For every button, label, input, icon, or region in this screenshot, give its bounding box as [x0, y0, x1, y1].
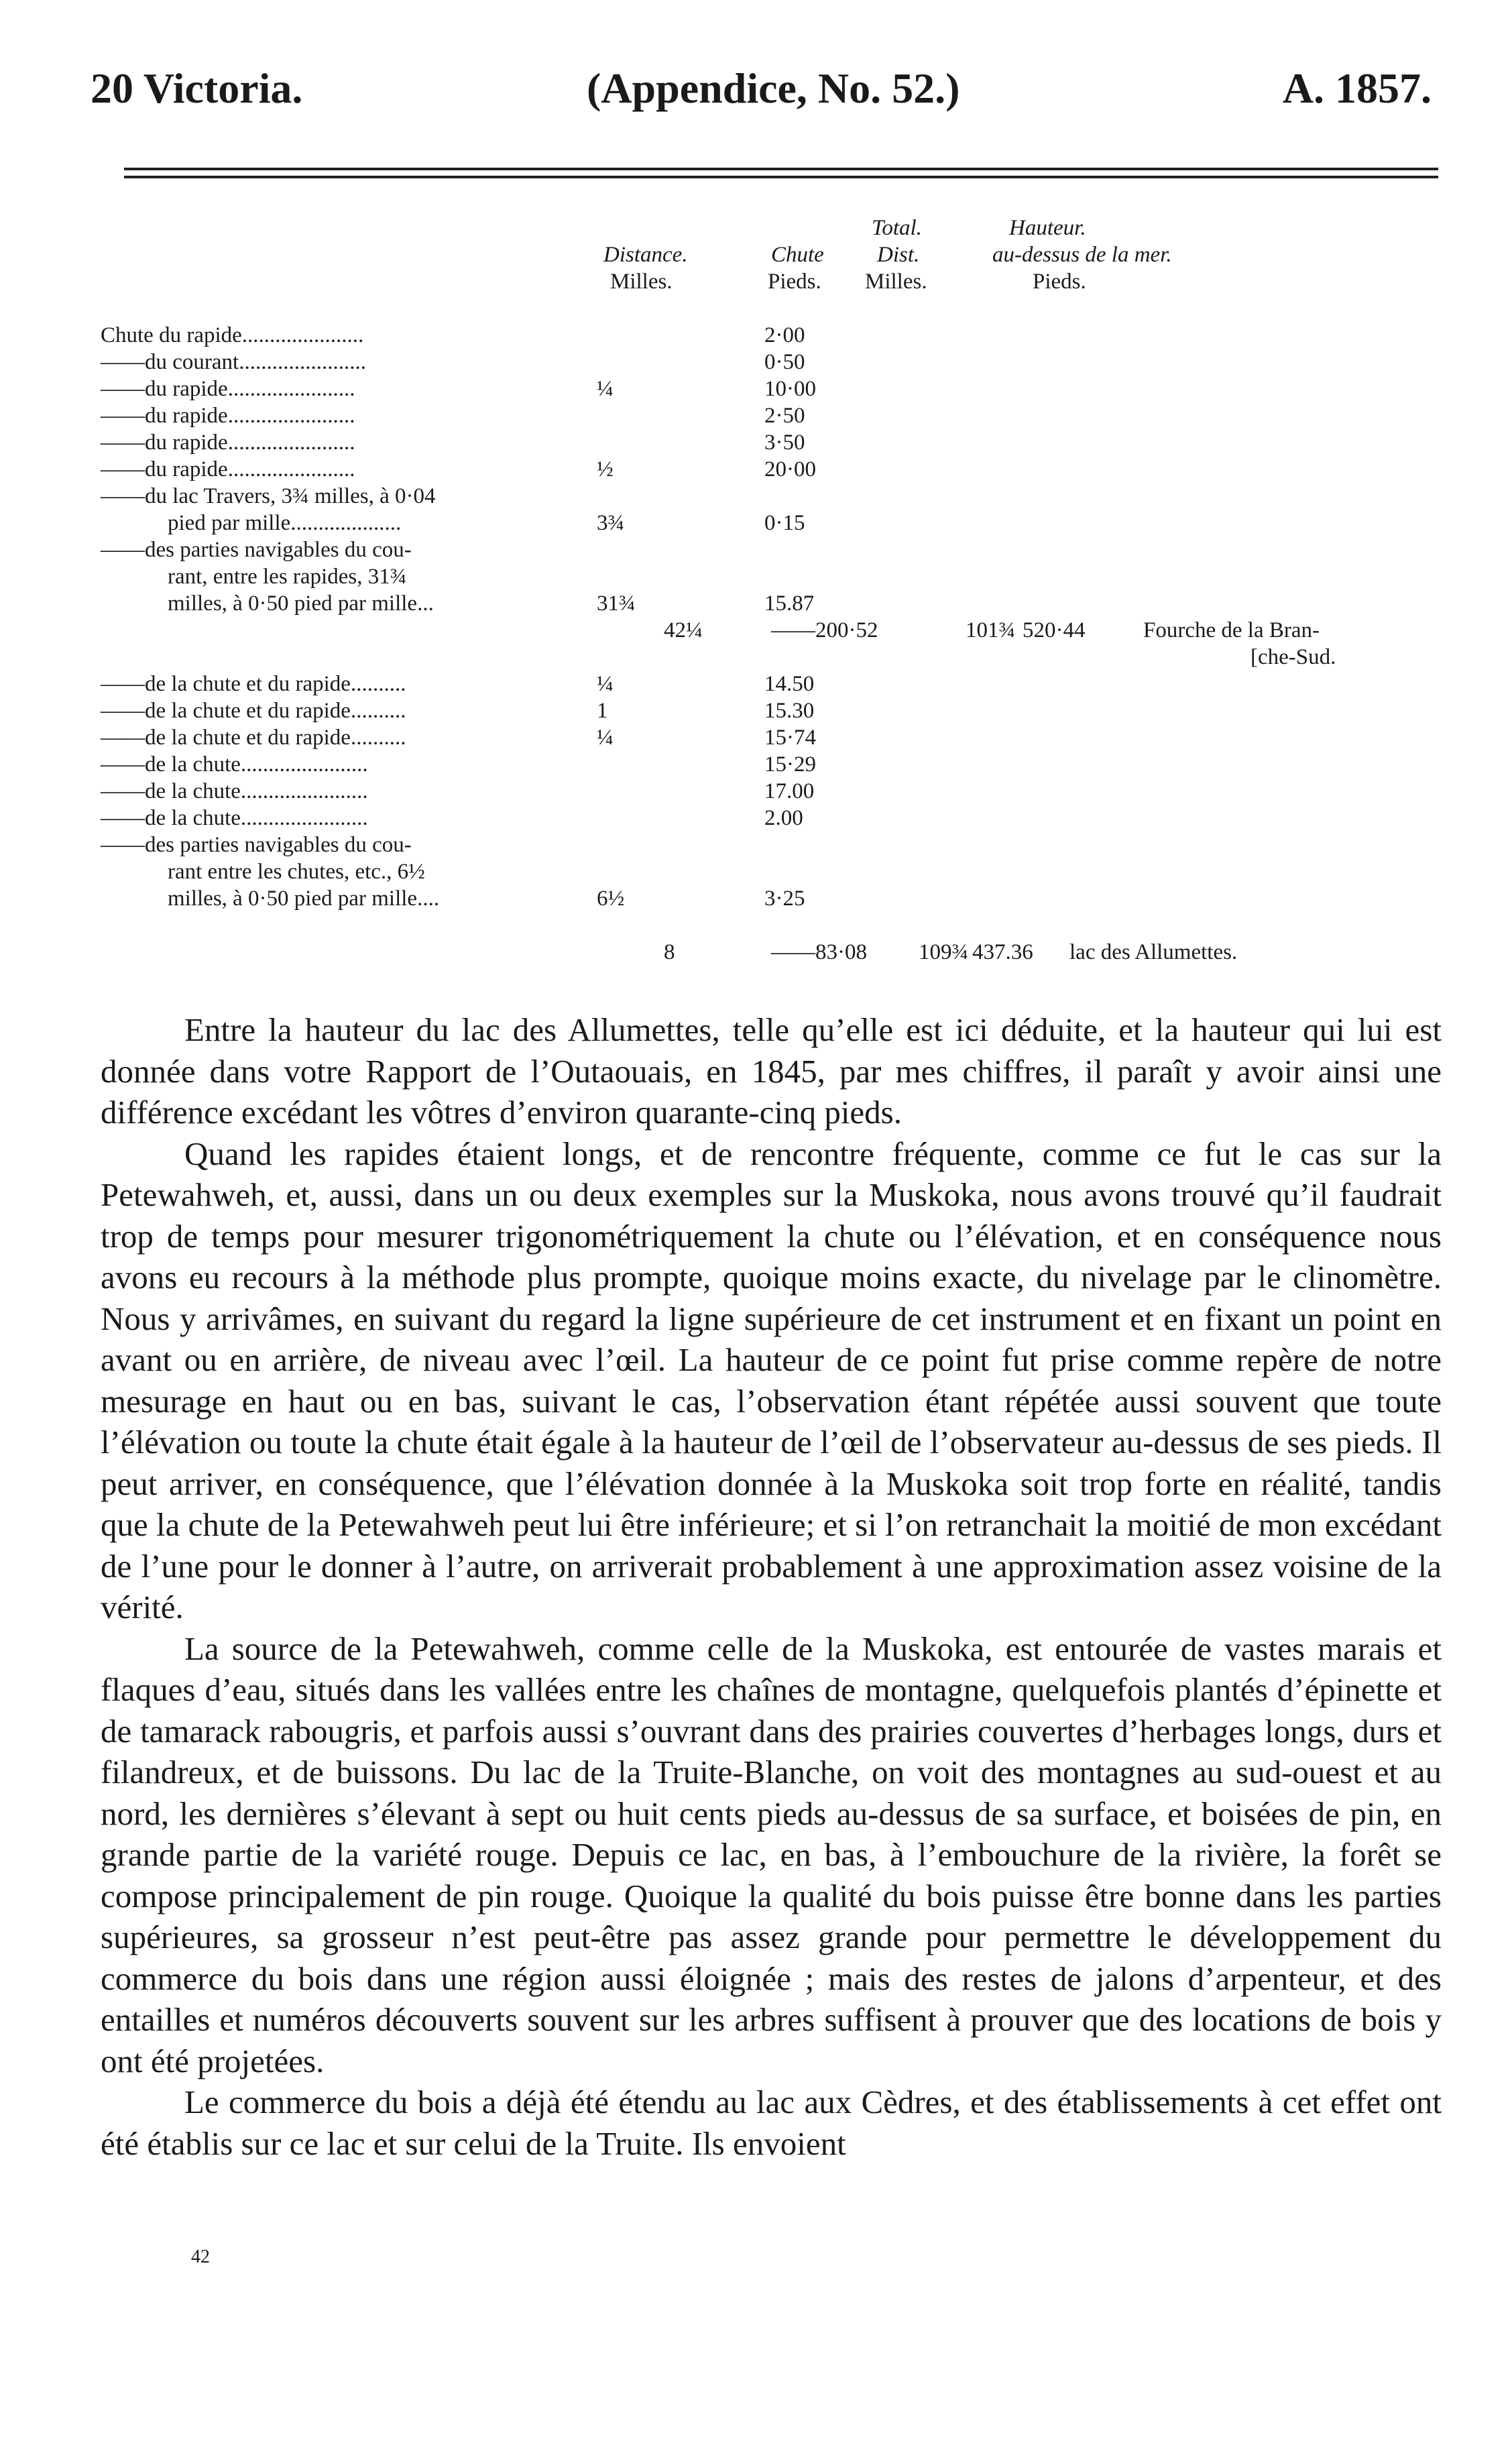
row-chute: 14.50 — [764, 672, 815, 696]
col-hauteur-header: Hauteur. — [1009, 216, 1086, 240]
row-distance: 6½ — [597, 887, 625, 911]
table-row — [101, 805, 1442, 832]
row-distance: 31¾ — [597, 591, 636, 616]
row-label: ——du rapide....................... — [101, 377, 355, 401]
table-row — [101, 322, 1442, 349]
row-chute: 3·50 — [764, 431, 805, 455]
row-chute: 15.87 — [764, 591, 815, 616]
col-chute-unit: Pieds. — [768, 270, 821, 294]
row-label: ——du rapide....................... — [101, 431, 355, 455]
row-chute: 3·25 — [764, 887, 805, 911]
table-row — [101, 349, 1442, 376]
place-name: lac des Allumettes. — [1069, 940, 1238, 964]
table-row — [101, 483, 1442, 510]
row-label: ——de la chute....................... — [101, 752, 368, 777]
row-label: ——du lac Travers, 3¾ milles, à 0·04 — [101, 484, 436, 508]
row-label: ——de la chute....................... — [101, 806, 368, 830]
row-distance: 3¾ — [597, 511, 625, 535]
table-row — [101, 778, 1442, 805]
col-total-dist-header: Dist. — [877, 243, 920, 267]
header-appendix: (Appendice, No. 52.) — [587, 64, 960, 112]
col-chute-header: Chute — [771, 243, 824, 267]
header-rule-bottom — [124, 176, 1438, 178]
table-row — [101, 832, 1442, 858]
row-chute: 2.00 — [764, 806, 803, 830]
table-row — [101, 402, 1442, 429]
table-row — [101, 858, 1442, 885]
row-distance: ¼ — [597, 726, 614, 750]
row-chute: 0·50 — [764, 350, 805, 374]
table-row — [101, 590, 1442, 617]
hauteur-value: 437.36 — [972, 940, 1033, 964]
table-row — [101, 885, 1442, 912]
row-distance: ¼ — [597, 672, 614, 696]
paragraph: Entre la hauteur du lac des Allumettes, telle qu’elle est ici déduite, et la hauteur qui lui est donnée dans votre Rapport de l’Outaouais, en 1845, par mes chiffres, il paraît y avoir ainsi une différence excédant les vôtres d’environ quarante-cinq pieds. — [101, 1011, 1442, 1131]
row-label: milles, à 0·50 pied par mille.... — [168, 887, 440, 911]
row-label: ——du courant....................... — [101, 350, 366, 374]
subtotal-row-2 — [101, 939, 1442, 966]
subtotal-distance: 8 — [664, 940, 675, 964]
table-row — [101, 536, 1442, 563]
total-distance: 109¾ — [919, 940, 969, 964]
header-session: 20 Victoria. — [91, 64, 303, 112]
table-row — [101, 376, 1442, 402]
subtotal-chute: ——200·52 — [771, 618, 878, 642]
row-chute: 10·00 — [764, 377, 816, 401]
row-chute: 15·29 — [764, 752, 816, 777]
row-label: rant, entre les rapides, 31¾ — [168, 565, 407, 589]
row-label: ——du rapide....................... — [101, 457, 355, 481]
col-total-header: Total. — [872, 216, 922, 240]
col-hauteur-unit: Pieds. — [1033, 270, 1086, 294]
table-row — [101, 510, 1442, 536]
place-name: Fourche de la Bran- — [1143, 618, 1320, 642]
table-row — [101, 456, 1442, 483]
page-number: 42 — [191, 2246, 210, 2267]
row-label: ——de la chute....................... — [101, 779, 368, 803]
header-year: A. 1857. — [1282, 64, 1432, 112]
row-label: Chute du rapide...................... — [101, 323, 364, 347]
row-label: ——de la chute et du rapide.......... — [101, 672, 406, 696]
body-text — [101, 1009, 1442, 2164]
row-label: milles, à 0·50 pied par mille... — [168, 591, 434, 616]
table-row — [101, 724, 1442, 751]
table-row — [101, 429, 1442, 456]
row-label: ——du rapide....................... — [101, 404, 355, 428]
table-row — [101, 563, 1442, 590]
paragraph: Quand les rapides étaient longs, et de rencontre fréquente, comme ce fut le cas sur la Petewahweh, et, aussi, dans un ou deux exemples sur la Muskoka, nous avons trouvé qu’il faudrait trop de temps pour mesurer trigonométriquement la chute ou l’élévation, et en conséquence nous avons eu recours à la méthode plus prompte, quoique moins exacte, du nivelage par le clinomètre. Nous y arrivâmes, en suivant du regard la ligne supérieure de cet instrument et en fixant un point en avant ou en arrière, de niveau avec l’œil. La hauteur de ce point fut prise comme repère de notre mesurage en haut ou en bas, suivant le cas, l’observation étant répétée aussi souvent que toute l’élévation ou toute la chute était égale à la hauteur de l’œil de l’observateur au-dessus de ses pieds. Il peut arriver, en conséquence, que l’élévation donnée à la Muskoka soit trop forte en réalité, tandis que la chute de la Petewahweh peut lui être inférieure; et si l’on retranchait la moitié de mon excédant de l’une pour le donner à l’autre, on arriverait probablement à une approximation assez voisine de la vérité. — [101, 1135, 1442, 1625]
row-chute: 2·50 — [764, 404, 805, 428]
col-distance-header: Distance. — [603, 243, 688, 267]
row-chute: 2·00 — [764, 323, 805, 347]
row-distance: ¼ — [597, 377, 614, 401]
row-label: ——de la chute et du rapide.......... — [101, 726, 406, 750]
row-label: ——des parties navigables du cou- — [101, 833, 412, 857]
row-label: rant entre les chutes, etc., 6½ — [168, 860, 425, 884]
running-header — [91, 64, 1432, 144]
row-chute: 17.00 — [764, 779, 815, 803]
row-chute: 20·00 — [764, 457, 816, 481]
place-name-cont: [che-Sud. — [1251, 645, 1336, 669]
row-label: ——de la chute et du rapide.......... — [101, 699, 406, 723]
row-label: pied par mille.................... — [168, 511, 402, 535]
col-hauteur-sub-header: au-dessus de la mer. — [992, 243, 1172, 267]
paragraph: La source de la Petewahweh, comme celle de la Muskoka, est entourée de vastes marais et flaques d’eau, situés dans les vallées entre les chaînes de montagne, quelquefois plantés d’épinette et de tamarack rabougris, et parfois aussi s’ouvrant dans des prairies couvertes d’herbages longs, durs et filandreux, et de buissons. Du lac de la Truite-Blanche, on voit des montagnes au sud-ouest et au nord, les dernières s’élevant à sept ou huit cents pieds au-dessus de sa surface, et boisées de pin, en grande partie de la variété rouge. Depuis ce lac, en bas, à l’embouchure de la rivière, la forêt se compose principalement de pin rouge. Quoique la qualité du bois puisse être bonne dans les parties supérieures, sa grosseur n’est peut-être pas assez grande pour permettre le développement du commerce du bois dans une région aussi éloignée ; mais des restes de jalons d’arpenteur, et des entailles et numéros découverts souvent sur les arbres suffisent à prouver que des locations de bois y ont été projetées. — [101, 1630, 1442, 2079]
row-chute: 15·74 — [764, 726, 816, 750]
total-distance: 101¾ — [966, 618, 1016, 642]
subtotal-row-1-cont — [101, 644, 1442, 671]
row-chute: 0·15 — [764, 511, 805, 535]
table-row — [101, 697, 1442, 724]
table-row — [101, 671, 1442, 697]
table-row — [101, 751, 1442, 778]
row-label: ——des parties navigables du cou- — [101, 538, 412, 562]
row-distance: ½ — [597, 457, 614, 481]
subtotal-distance: 42¼ — [664, 618, 703, 642]
hauteur-value: 520·44 — [1023, 618, 1086, 642]
subtotal-chute: ——83·08 — [771, 940, 867, 964]
subtotal-row-1 — [101, 617, 1442, 644]
col-distance-unit: Milles. — [610, 270, 673, 294]
header-rule-top — [124, 168, 1438, 170]
paragraph: Le commerce du bois a déjà été étendu au lac aux Cèdres, et des établissements à cet effet ont été établis sur ce lac et sur celui de la Truite. Ils envoient — [101, 2083, 1442, 2162]
col-total-unit: Milles. — [865, 270, 927, 294]
row-distance: 1 — [597, 699, 608, 723]
row-chute: 15.30 — [764, 699, 815, 723]
